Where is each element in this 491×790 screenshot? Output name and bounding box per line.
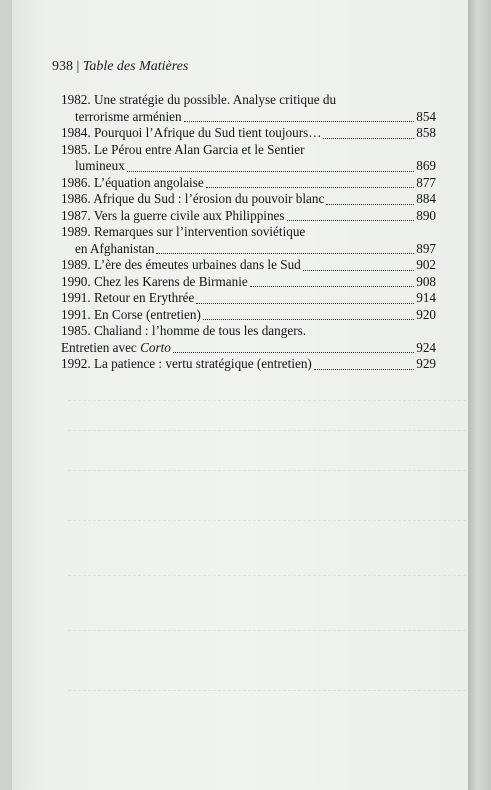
toc-entry	[61, 323, 436, 356]
toc-entry	[61, 191, 436, 208]
toc-entry-title: 1991. En Corse (entretien)	[61, 306, 201, 322]
dot-leader	[184, 120, 415, 122]
dot-leader	[196, 302, 414, 304]
toc-entry	[61, 257, 436, 274]
toc-entry-title: 1992. La patience : vertu stratégique (entretien)	[61, 356, 312, 371]
dot-leader	[156, 252, 414, 254]
toc-entry	[61, 224, 436, 257]
toc-entry-title: 1985. Le Pérou entre Alan Garcia et le Sentier	[61, 141, 305, 157]
dot-leader	[250, 285, 414, 287]
book-page	[12, 0, 468, 790]
toc-entry-page: 869	[416, 158, 436, 173]
page-number: 938	[52, 59, 73, 74]
toc-entry	[61, 307, 436, 324]
dot-leader	[287, 219, 415, 221]
toc-entry	[61, 125, 436, 142]
toc-entry-title: 1984. Pourquoi l’Afrique du Sud tient toujours…	[61, 125, 322, 140]
toc-entry-page: 858	[416, 125, 436, 140]
toc-entry-title: 1989. Remarques sur l’intervention soviétique	[61, 224, 306, 239]
dot-leader	[173, 351, 414, 353]
toc-entry-title: 1986. Afrique du Sud : l’érosion du pouvoir blanc	[61, 191, 325, 206]
toc-entry-title: 1982. Une stratégie du possible. Analyse critique du	[61, 92, 337, 107]
toc-entry-page: 890	[416, 207, 436, 223]
toc-entry-page: 877	[416, 174, 436, 190]
dot-leader	[303, 269, 414, 271]
toc-entry	[61, 208, 436, 225]
toc-entry-page: 929	[416, 356, 436, 371]
toc-entry	[61, 356, 436, 373]
toc-entry-page: 908	[416, 273, 436, 289]
toc-entry-page: 920	[416, 306, 436, 322]
toc-entry	[61, 142, 436, 175]
toc-entry	[61, 92, 436, 125]
toc-entry-title: 1987. Vers la guerre civile aux Philippines	[61, 207, 285, 223]
toc-entry-title: 1985. Chaliand : l’homme de tous les dangers.	[61, 323, 307, 338]
toc-entry-title: 1991. Retour en Erythrée	[61, 290, 195, 305]
toc-entry-page: 914	[416, 290, 436, 305]
dot-leader	[127, 170, 414, 172]
adjacent-page-edge	[468, 0, 491, 790]
toc-entry-title: 1989. L’ère des émeutes urbaines dans le Sud	[61, 257, 301, 272]
toc-entry-page: 854	[416, 108, 436, 124]
dot-leader	[323, 137, 414, 139]
toc-entry-page: 897	[416, 240, 436, 256]
toc-entry-title-italic: Corto	[140, 339, 171, 355]
toc-entry-title: 1986. L’équation angolaise	[61, 174, 204, 190]
dot-leader	[326, 203, 414, 205]
toc-entry	[61, 290, 436, 307]
toc-entry-title-continued: en Afghanistan	[75, 240, 155, 256]
toc-entry-title-continued: Entretien avec	[61, 339, 137, 355]
toc-entry-page: 884	[416, 191, 436, 206]
header-separator: |	[73, 59, 83, 74]
toc-entry-title-continued: terrorisme arménien	[75, 108, 182, 124]
header-title: Table des Matières	[82, 59, 189, 74]
toc-entry	[61, 274, 436, 291]
dot-leader	[203, 318, 414, 320]
dot-leader	[206, 186, 415, 188]
toc-entry-page: 924	[416, 339, 436, 355]
toc-entry-title-continued: lumineux	[75, 158, 125, 173]
toc-entry-title: 1990. Chez les Karens de Birmanie	[61, 273, 248, 289]
toc-entry	[61, 175, 436, 192]
running-header	[52, 59, 188, 75]
dot-leader	[314, 368, 414, 370]
toc-entry-page: 902	[416, 257, 436, 272]
table-of-contents	[61, 92, 436, 373]
